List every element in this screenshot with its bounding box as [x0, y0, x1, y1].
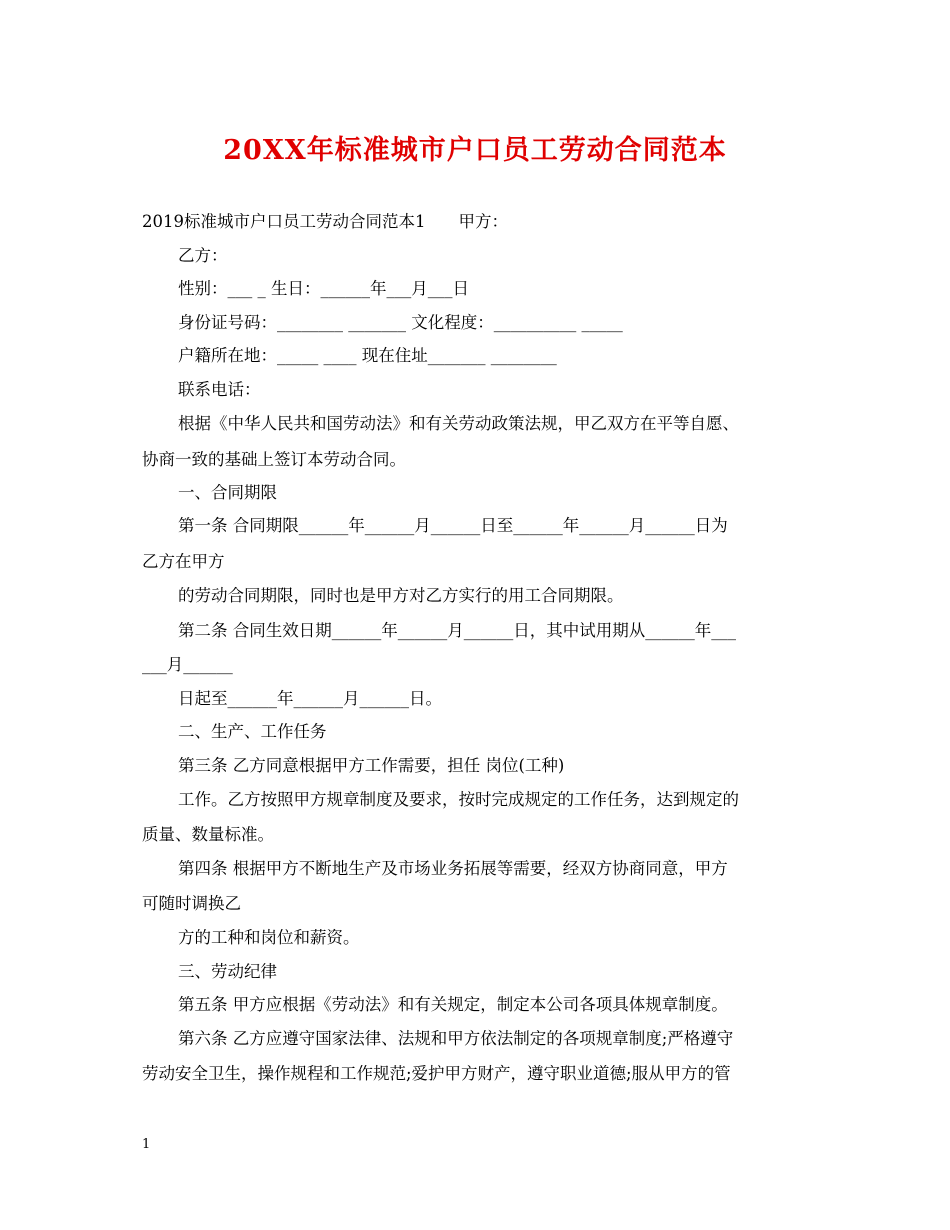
text-line: 乙方在甲方	[142, 552, 225, 571]
text-line: ___月______	[142, 655, 233, 674]
text-line: 第六条 乙方应遵守国家法律、法规和甲方依法制定的各项规章制度;严格遵守	[178, 1029, 734, 1048]
text-line: 联系电话：	[178, 380, 261, 399]
text-line: 日起至______年______月______日。	[178, 689, 442, 708]
text-line: 方的工种和岗位和薪资。	[178, 928, 360, 947]
text-line: 性别：___ _ 生日：______年___月___日	[178, 279, 469, 298]
text-line: 第二条 合同生效日期______年______月______日，其中试用期从______年___	[178, 621, 736, 640]
text-line: 第三条 乙方同意根据甲方工作需要，担任 岗位(工种)	[178, 756, 565, 775]
section-heading: 一、合同期限	[178, 483, 277, 502]
document-title: 20XX年标准城市户口员工劳动合同范本	[223, 135, 727, 166]
text-line: 2019标准城市户口员工劳动合同范本1 甲方：	[142, 212, 508, 231]
text-line: 劳动安全卫生，操作规程和工作规范;爱护甲方财产，遵守职业道德;服从甲方的管	[142, 1064, 731, 1083]
text-line: 可随时调换乙	[142, 894, 241, 913]
section-heading: 三、劳动纪律	[178, 962, 277, 981]
text-line: 第五条 甲方应根据《劳动法》和有关规定，制定本公司各项具体规章制度。	[178, 995, 728, 1014]
text-line: 乙方：	[178, 246, 228, 265]
text-line: 户籍所在地：_____ ____ 现在住址_______ ________	[178, 346, 557, 365]
text-line: 的劳动合同期限，同时也是甲方对乙方实行的用工合同期限。	[178, 586, 624, 605]
text-line: 第四条 根据甲方不断地生产及市场业务拓展等需要，经双方协商同意，甲方	[178, 859, 728, 878]
text-line: 根据《中华人民共和国劳动法》和有关劳动政策法规，甲乙双方在平等自愿、	[178, 414, 739, 433]
text-line: 身份证号码：________ _______ 文化程度：__________ _____	[178, 313, 623, 332]
text-line: 协商一致的基础上签订本劳动合同。	[142, 450, 406, 469]
section-heading: 二、生产、工作任务	[178, 722, 327, 741]
text-line: 第一条 合同期限______年______月______日至______年______月______日为	[178, 516, 728, 535]
text-line: 工作。乙方按照甲方规章制度及要求，按时完成规定的工作任务，达到规定的	[178, 790, 739, 809]
page-number: 1	[142, 1137, 151, 1152]
text-line: 质量、数量标准。	[142, 825, 274, 844]
